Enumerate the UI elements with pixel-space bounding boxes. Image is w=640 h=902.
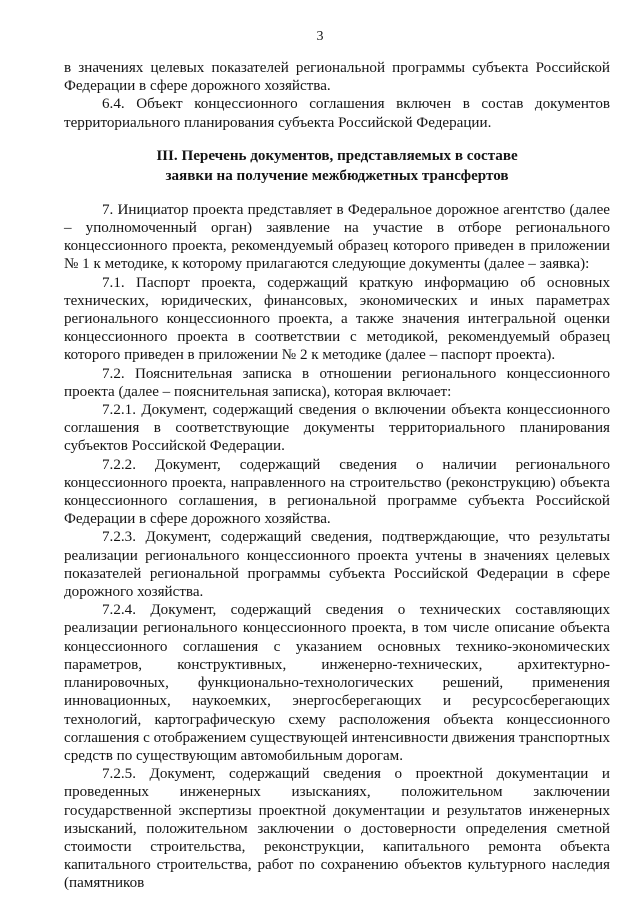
paragraph-7-2-2: 7.2.2. Документ, содержащий сведения о наличии регионального концессионного проекта, направленного на строительство (реконструкцию) объекта концессионного соглашения, в региональной программе субъекта Российской Федерации в сфере дорожного хозяйства. [64, 456, 610, 528]
paragraph-7-2-4: 7.2.4. Документ, содержащий сведения о технических составляющих реализации регионального концессионного проекта, в том числе описание объекта концессионного соглашения с указанием основных технико-экономических параметров, конструктивных, инженерно-технических, архитектурно-планировочных, функционально-технологических решений, применения инновационных, наукоемких, энергосберегающих и ресурсосберегающих технологий, картографическую схему расположения объекта концессионного соглашения с отображением существующей интенсивности движения транспортных средств по существующим автомобильным дорогам. [64, 602, 610, 764]
section-heading-line-1: III. Перечень документов, представляемых в составе [156, 147, 518, 164]
paragraph-7-2-5: 7.2.5. Документ, содержащий сведения о проектной документации и проведенных инженерных изысканиях, положительном заключении государственной экспертизы проектной документации и результатов инженерных изысканий, положительном заключении о достоверности определения сметной стоимости строительства, реконструкции, капитального ремонта объекта капитального строительства, работ по сохранению объектов культурного наследия (памятников [64, 766, 610, 892]
paragraph-continuation: в значениях целевых показателей региональной программы субъекта Российской Федерации в сфере дорожного хозяйства. [64, 60, 610, 95]
document-body [64, 59, 610, 893]
paragraph-7-1: 7.1. Паспорт проекта, содержащий краткую информацию об основных технических, юридических, финансовых, экономических и иных параметрах регионального концессионного проекта, а также значения интегральной оценки концессионного проекта в соответствии с методикой, рекомендуемый образец которого приведен в приложении № 2 к методике (далее – паспорт проекта). [64, 274, 610, 364]
section-heading-line-2: заявки на получение межбюджетных трансфертов [165, 167, 509, 184]
paragraph-7: 7. Инициатор проекта представляет в Федеральное дорожное агентство (далее – уполномоченный орган) заявление на участие в отборе регионального концессионного проекта, рекомендуемый образец которого приведен в приложении № 1 к методике, к которому прилагаются следующие документы (далее – заявка): [64, 201, 610, 273]
page-number: 3 [316, 29, 324, 44]
paragraph-7-2-3: 7.2.3. Документ, содержащий сведения, подтверждающие, что результаты реализации регионального концессионного проекта учтены в значениях целевых показателей региональной программы субъекта Российской Федерации в сфере дорожного хозяйства. [64, 529, 610, 601]
section-heading [64, 146, 610, 186]
paragraph-7-2: 7.2. Пояснительная записка в отношении регионального концессионного проекта (далее – пояснительная записка), которая включает: [64, 365, 610, 400]
paragraph-7-2-1: 7.2.1. Документ, содержащий сведения о включении объекта концессионного соглашения в соответствующие документы территориального планирования субъектов Российской Федерации. [64, 402, 610, 455]
paragraph-6-4: 6.4. Объект концессионного соглашения включен в состав документов территориального планирования субъекта Российской Федерации. [64, 96, 610, 131]
